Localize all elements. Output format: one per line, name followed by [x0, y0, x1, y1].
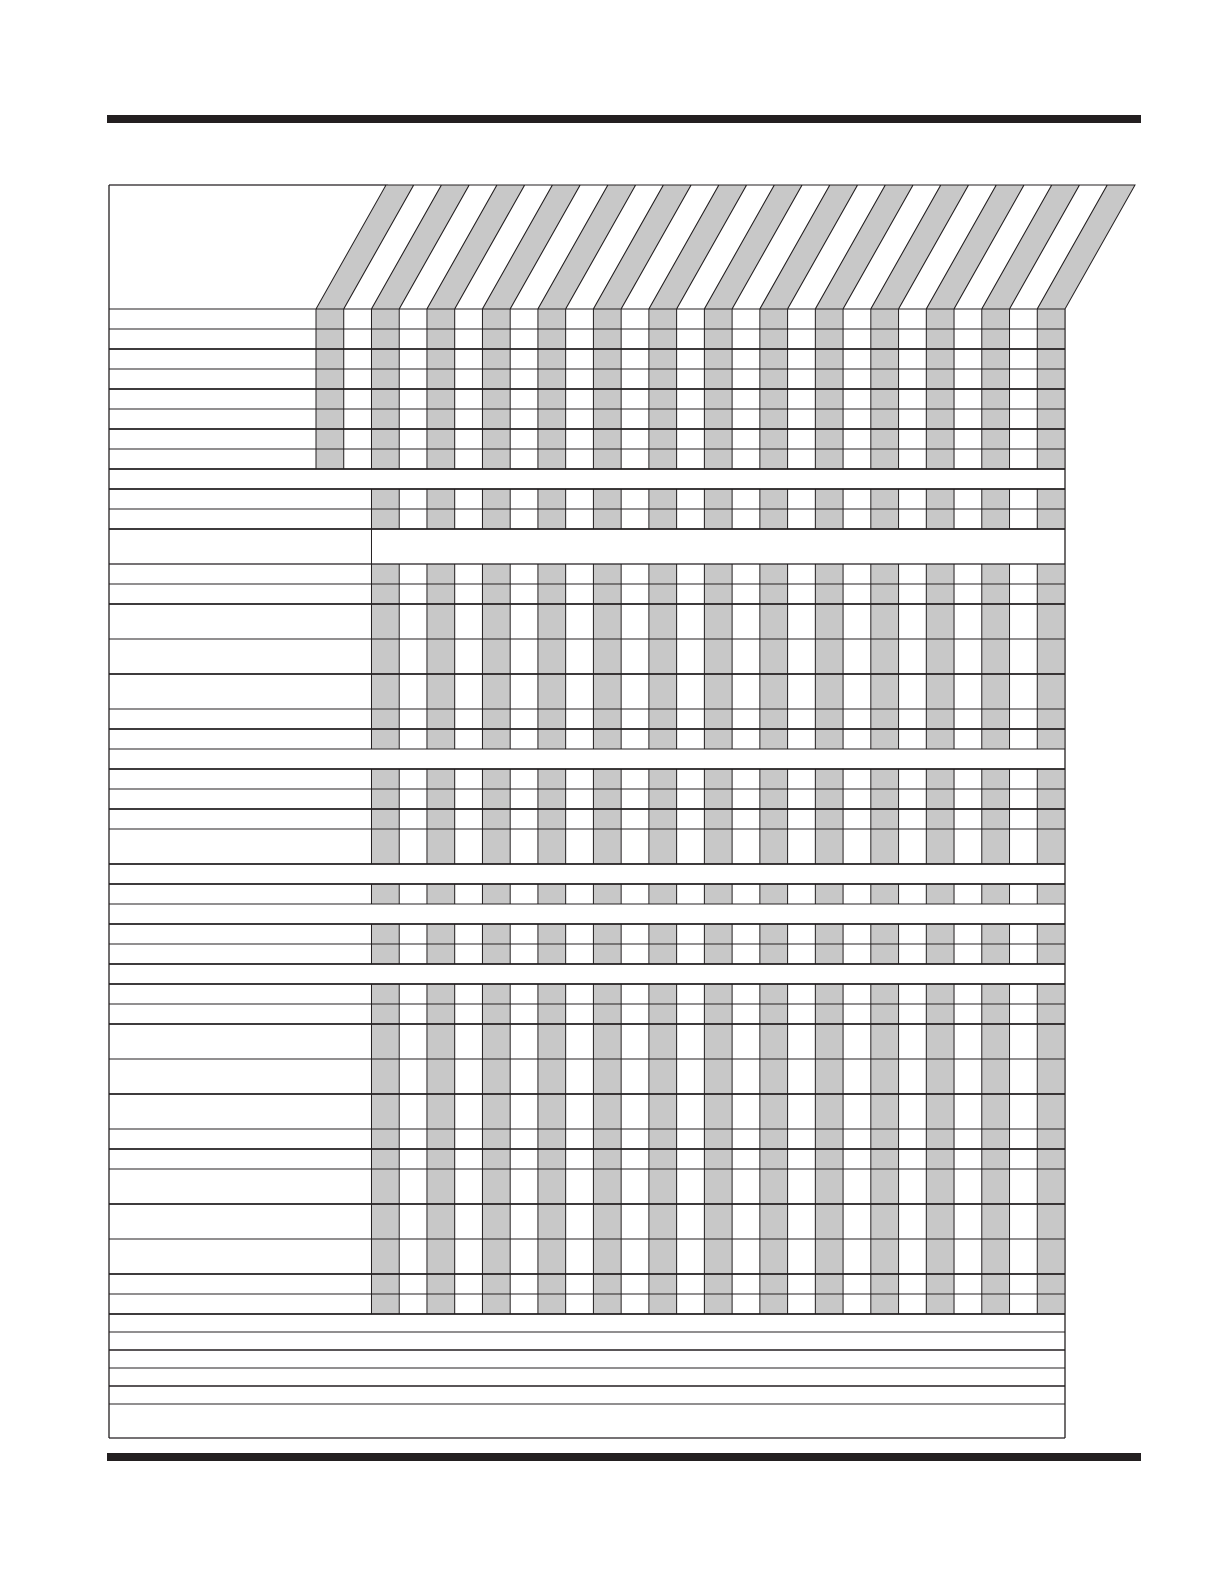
- checkbox-column-fill-6-5: [427, 769, 455, 864]
- checkbox-column-fill-8-23: [926, 884, 954, 904]
- checkbox-column-fill-4-3: [371, 564, 399, 749]
- checkbox-column-fill-8-27: [1037, 884, 1065, 904]
- checkbox-column-fill-6-27: [1037, 769, 1065, 864]
- top-heavy-rule: [107, 115, 1141, 123]
- checkbox-column-fill-4-17: [760, 564, 788, 749]
- checkbox-column-fill-8-11: [593, 884, 621, 904]
- checkbox-column-fill-4-27: [1037, 564, 1065, 749]
- checkbox-column-fill-4-23: [926, 564, 954, 749]
- column-header-slants: [316, 185, 1135, 309]
- checkbox-column-fill-4-5: [427, 564, 455, 749]
- checkbox-column-fill-6-15: [704, 769, 732, 864]
- checkbox-column-fill-4-25: [982, 564, 1010, 749]
- checkbox-column-fill-6-11: [593, 769, 621, 864]
- checkbox-column-fill-4-19: [815, 564, 843, 749]
- checkbox-column-fill-6-3: [371, 769, 399, 864]
- row-rules: [109, 309, 1065, 1404]
- checkbox-column-fill-6-13: [649, 769, 677, 864]
- checkbox-column-fill-4-13: [649, 564, 677, 749]
- checkbox-column-fill-8-25: [982, 884, 1010, 904]
- checkbox-column-fill-8-21: [871, 884, 899, 904]
- checkbox-column-fill-4-9: [538, 564, 566, 749]
- checkbox-column-fill-6-23: [926, 769, 954, 864]
- checkbox-column-fill-6-17: [760, 769, 788, 864]
- checkbox-column-fill-6-19: [815, 769, 843, 864]
- checkbox-column-fill-8-7: [482, 884, 510, 904]
- checkbox-column-fill-8-17: [760, 884, 788, 904]
- checkbox-column-fill-6-9: [538, 769, 566, 864]
- checkbox-column-fill-4-21: [871, 564, 899, 749]
- checkbox-column-fill-8-19: [815, 884, 843, 904]
- checkbox-column-fill-8-3: [371, 884, 399, 904]
- checkbox-column-fill-8-5: [427, 884, 455, 904]
- checkbox-column-fill-4-11: [593, 564, 621, 749]
- checkbox-column-fill-4-7: [482, 564, 510, 749]
- checkbox-column-fill-6-21: [871, 769, 899, 864]
- form-frame: [109, 185, 1065, 1438]
- checkbox-column-fill-8-15: [704, 884, 732, 904]
- checkbox-column-fill-8-13: [649, 884, 677, 904]
- checkbox-column-fill-4-15: [704, 564, 732, 749]
- column-shading: [316, 309, 1065, 1314]
- checkbox-column-fill-6-7: [482, 769, 510, 864]
- checkbox-column-fill-8-9: [538, 884, 566, 904]
- bottom-heavy-rule: [107, 1453, 1141, 1461]
- checkbox-column-fill-6-25: [982, 769, 1010, 864]
